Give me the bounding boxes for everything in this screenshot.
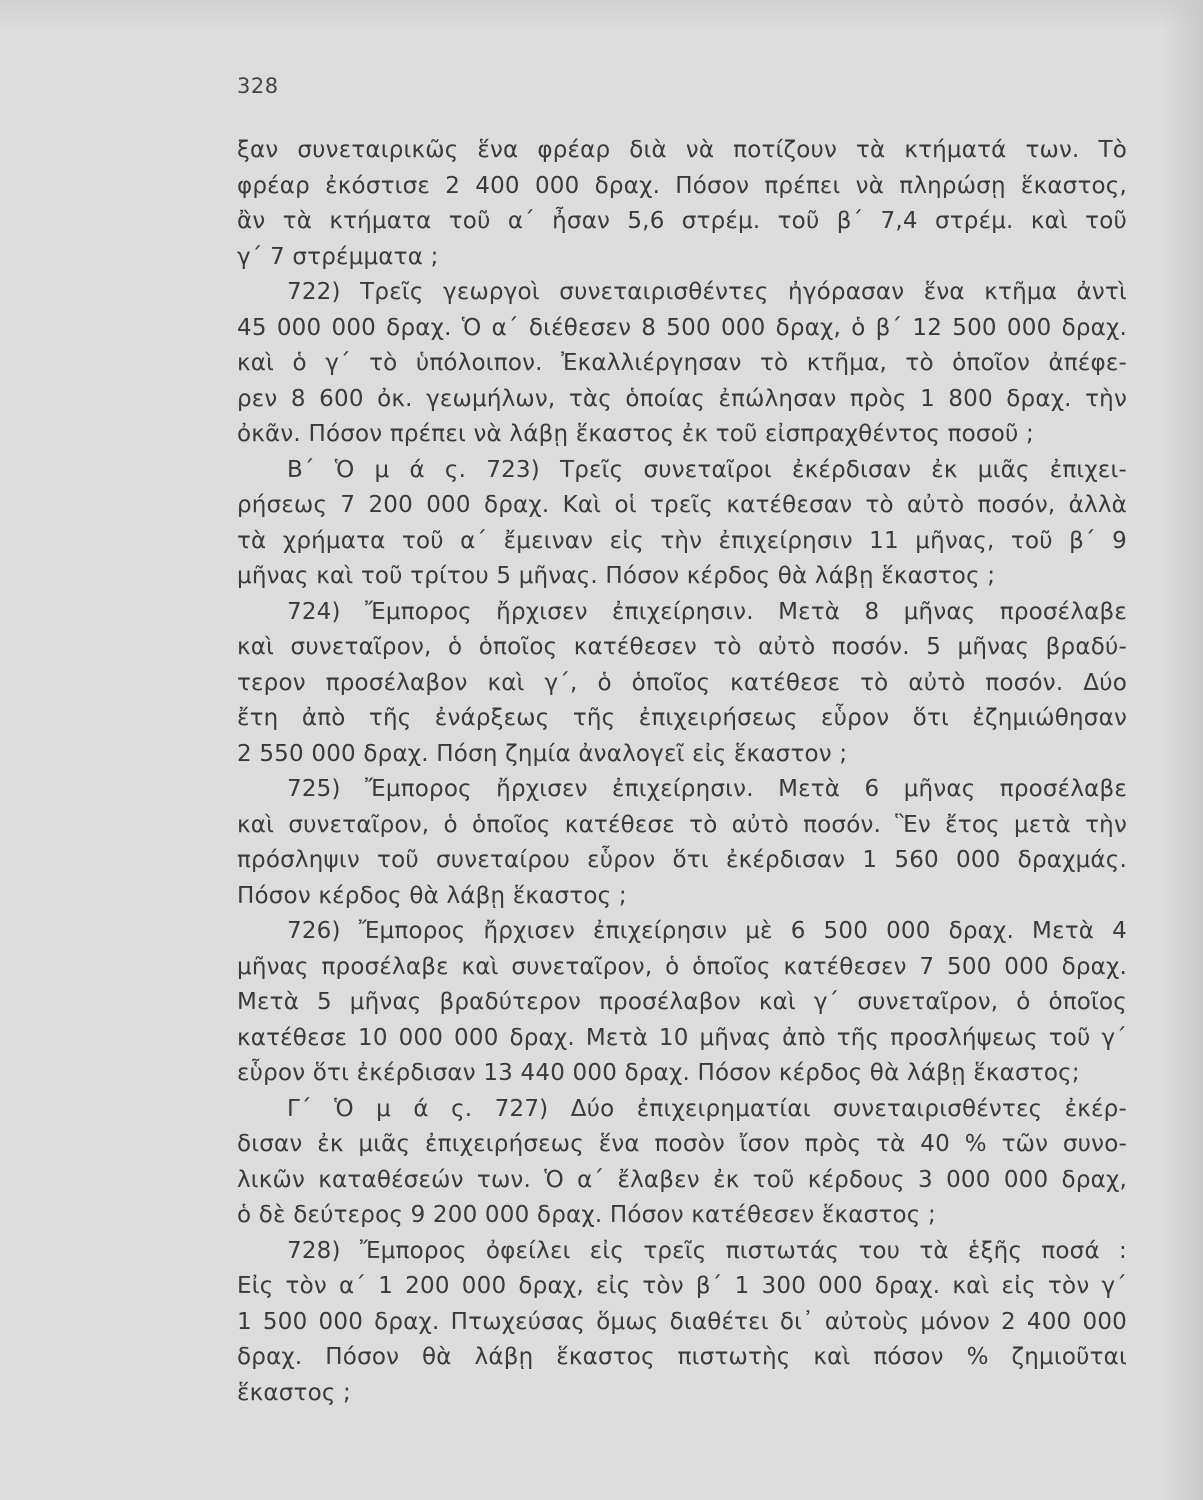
text-line: μῆνας καὶ τοῦ τρίτου 5 μῆνας. Πόσον κέρδος θὰ λάβῃ ἕκαστος ; — [237, 563, 996, 589]
text-line: 45 000 000 δραχ. Ὁ α΄ διέθεσεν 8 500 000 δραχ, ὁ β΄ 12 500 000 δραχ. — [237, 314, 1127, 341]
body-text — [237, 133, 1127, 1411]
text-line: κατέθεσε 10 000 000 δραχ. Μετὰ 10 μῆνας ἀπὸ τῆς προσλήψεως τοῦ γ΄ — [237, 1024, 1127, 1051]
text-line: ἕκαστος ; — [237, 1379, 352, 1406]
text-line: Πόσον κέρδος θὰ λάβῃ ἕκαστος ; — [237, 882, 627, 909]
text-line: 725) Ἔμπορος ἤρχισεν ἐπιχείρησιν. Μετὰ 6 μῆνας προσέλαβε — [287, 776, 1127, 802]
text-line: ἂν τὰ κτήματα τοῦ α΄ ἦσαν 5,6 στρέμ. τοῦ β΄ 7,4 στρέμ. καὶ τοῦ — [237, 208, 1127, 234]
text-line: πρόσληψιν τοῦ συνεταίρου εὗρον ὅτι ἐκέρδισαν 1 560 000 δραχμάς. — [237, 847, 1127, 873]
text-line: εὗρον ὅτι ἐκέρδισαν 13 440 000 δραχ. Πόσον κέρδος θὰ λάβῃ ἕκαστος; — [237, 1060, 1080, 1086]
page-top-shadow — [0, 0, 1203, 30]
text-line: 2 550 000 δραχ. Πόση ζημία ἀναλογεῖ εἰς ἕκαστον ; — [237, 740, 848, 767]
text-line: δραχ. Πόσον θὰ λάβῃ ἕκαστος πιστωτὴς καὶ πόσον % ζημιοῦται — [237, 1344, 1127, 1370]
text-line: 726) Ἔμπορος ἤρχισεν ἐπιχείρησιν μὲ 6 500 000 δραχ. Μετὰ 4 — [287, 918, 1127, 944]
text-line: 1 500 000 δραχ. Πτωχεύσας ὅμως διαθέτει δι᾽ αὐτοὺς μόνον 2 400 000 — [237, 1308, 1127, 1335]
text-line: καὶ ὁ γ΄ τὸ ὑπόλοιπον. Ἐκαλλιέργησαν τὸ κτῆμα, τὸ ὁποῖον ἀπέφε- — [237, 350, 1127, 376]
text-line: τερον προσέλαβον καὶ γ΄, ὁ ὁποῖος κατέθεσε τὸ αὐτὸ ποσόν. Δύο — [237, 669, 1127, 696]
text-line: ἔτη ἀπὸ τῆς ἐνάρξεως τῆς ἐπιχειρήσεως εὗρον ὅτι ἐζημιώθησαν — [237, 705, 1127, 731]
text-line: ὀκᾶν. Πόσον πρέπει νὰ λάβῃ ἕκαστος ἐκ τοῦ εἰσπραχθέντος ποσοῦ ; — [237, 421, 1034, 447]
text-line: καὶ συνεταῖρον, ὁ ὁποῖος κατέθεσε τὸ αὐτὸ ποσόν. Ἓν ἔτος μετὰ τὴν — [237, 811, 1127, 838]
text-line: τὰ χρήματα τοῦ α΄ ἔμειναν εἰς τὴν ἐπιχείρησιν 11 μῆνας, τοῦ β΄ 9 — [237, 527, 1127, 554]
text-line: 722) Τρεῖς γεωργοὶ συνεταιρισθέντες ἠγόρασαν ἕνα κτῆμα ἀντὶ — [287, 279, 1127, 305]
text-line: ρήσεως 7 200 000 δραχ. Καὶ οἱ τρεῖς κατέθεσαν τὸ αὐτὸ ποσόν, ἀλλὰ — [237, 492, 1127, 518]
text-line: ξαν συνεταιρικῶς ἕνα φρέαρ διὰ νὰ ποτίζουν τὰ κτήματά των. Τὸ — [237, 137, 1127, 163]
text-line: ὁ δὲ δεύτερος 9 200 000 δραχ. Πόσον κατέθεσεν ἕκαστος ; — [237, 1202, 936, 1228]
text-line: ρεν 8 600 ὀκ. γεωμήλων, τὰς ὁποίας ἐπώλησαν πρὸς 1 800 δραχ. τὴν — [237, 385, 1127, 412]
text-line: φρέαρ ἐκόστισε 2 400 000 δραχ. Πόσον πρέπει νὰ πληρώσῃ ἕκαστος, — [237, 172, 1127, 199]
text-line: λικῶν καταθέσεών των. Ὁ α΄ ἔλαβεν ἐκ τοῦ κέρδους 3 000 000 δραχ, — [237, 1166, 1127, 1193]
text-line: Β΄ Ὁ μ ά ς. 723) Τρεῖς συνεταῖροι ἐκέρδισαν ἐκ μιᾶς ἐπιχει- — [287, 456, 1127, 483]
text-line: Γ΄ Ὁ μ ά ς. 727) Δύο ἐπιχειρηματίαι συνεταιρισθέντες ἐκέρ- — [287, 1095, 1127, 1122]
text-line: Μετὰ 5 μῆνας βραδύτερον προσέλαβον καὶ γ΄ συνεταῖρον, ὁ ὁποῖος — [237, 989, 1127, 1015]
page-number: 328 — [237, 74, 279, 98]
text-line: Εἰς τὸν α΄ 1 200 000 δραχ, εἰς τὸν β΄ 1 300 000 δραχ. καὶ εἰς τὸν γ΄ — [237, 1273, 1127, 1299]
text-line: δισαν ἐκ μιᾶς ἐπιχειρήσεως ἕνα ποσὸν ἴσον πρὸς τὰ 40 % τῶν συνο- — [237, 1131, 1127, 1157]
text-line: 724) Ἔμπορος ἤρχισεν ἐπιχείρησιν. Μετὰ 8 μῆνας προσέλαβε — [287, 598, 1127, 625]
text-line: καὶ συνεταῖρον, ὁ ὁποῖος κατέθεσεν τὸ αὐτὸ ποσόν. 5 μῆνας βραδύ- — [237, 634, 1127, 660]
text-line: μῆνας προσέλαβε καὶ συνεταῖρον, ὁ ὁποῖος κατέθεσεν 7 500 000 δραχ. — [237, 953, 1127, 980]
text-line: 728) Ἔμπορος ὀφείλει εἰς τρεῖς πιστωτάς του τὰ ἑξῆς ποσά : — [287, 1237, 1127, 1264]
text-line: γ΄ 7 στρέμματα ; — [237, 243, 439, 270]
page-right-shadow — [1163, 0, 1203, 1500]
